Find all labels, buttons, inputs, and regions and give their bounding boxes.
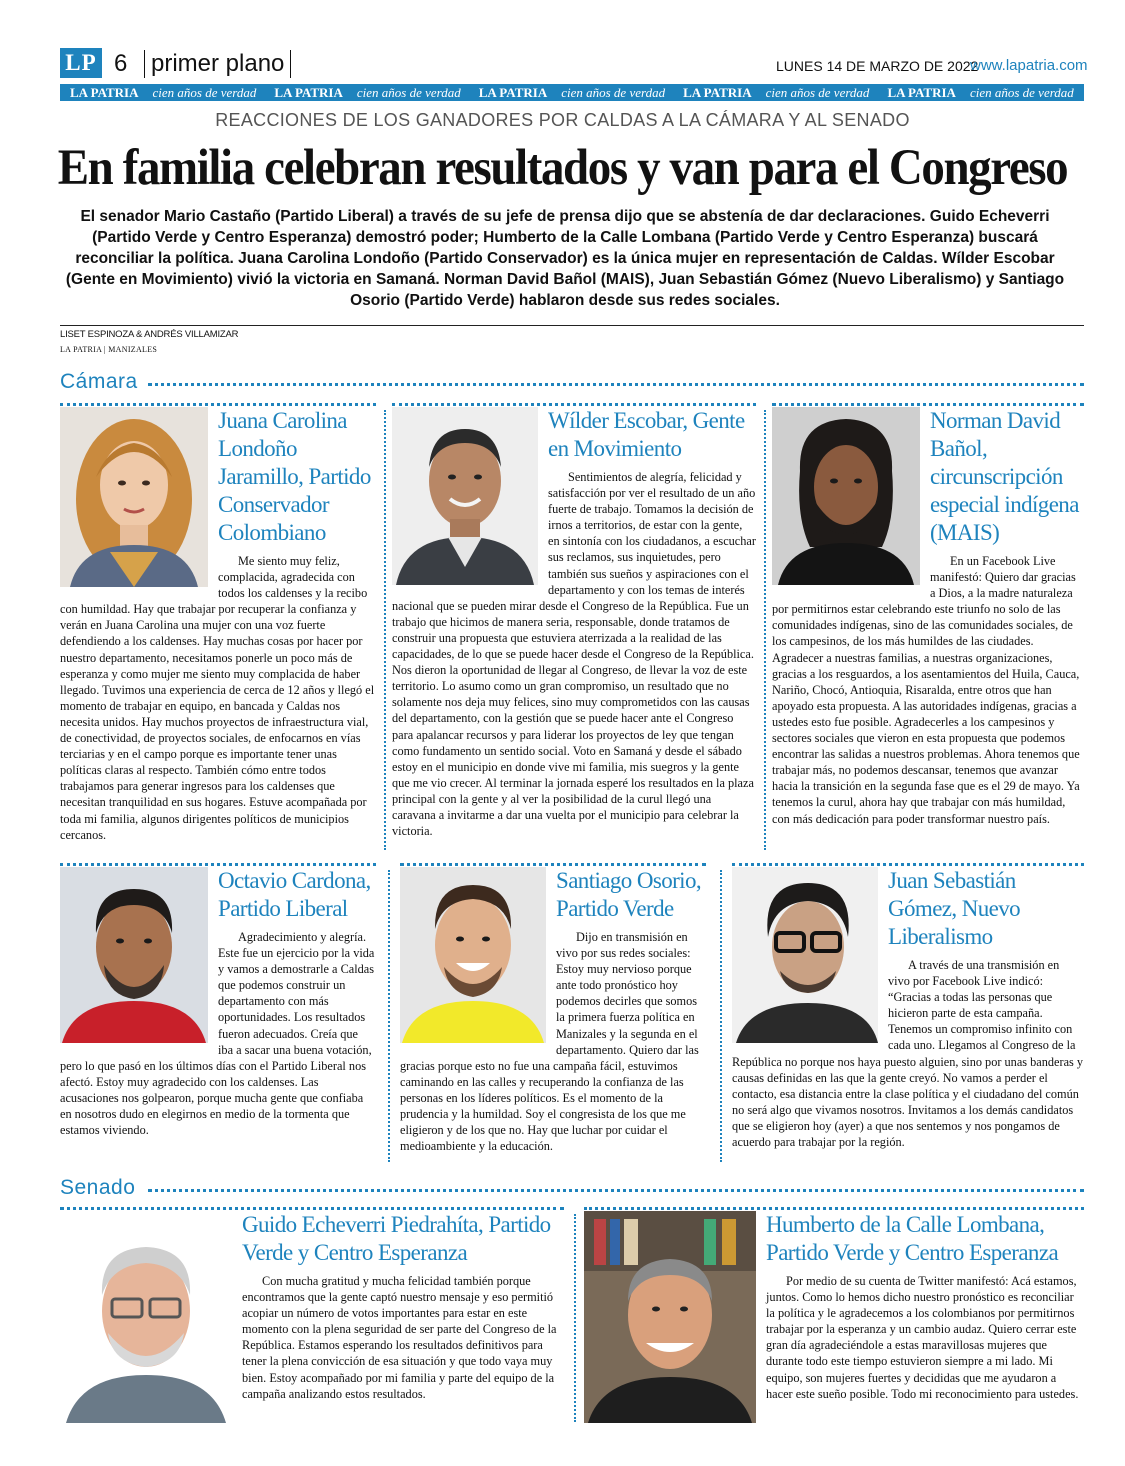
profile-card-humberto — [584, 1211, 1084, 1421]
profile-name: Juan Sebastián Gómez, Nuevo Liberalismo — [888, 868, 1021, 949]
portrait-photo — [392, 407, 538, 585]
strip-brand: LA PATRIA — [70, 85, 139, 100]
article-headline: En familia celebran resultados y van para el Congreso — [57, 140, 1068, 196]
profile-card-juan-sebastian — [732, 867, 1084, 1162]
profile-quote: Me siento muy feliz, complacida, agradecida con todos los caldenses y la recibo con humildad. Hay que trabajar por recuperar la confianza y verán en Juana Carolina una mujer con una voz fuerte defendiendo a los caldenses. Hay muchas cosas por hacer por nuestro departamento, necesitamos ponerle un poco más de esperanza y como mujer me siento muy complacida de haber llegado. Tuvimos una experiencia de cerca de 12 años y llegó el momento de trabajar en equipo, en bancada y Caldas nos necesita unidos. Hay muchos proyectos de infraestructura vial, de conectividad, de proyectos sociales, de enfocarnos en vías terciarias y en el campo porque es importante tener unas políticas claras al respecto. También cómo entre todos trabajamos para generar ingresos para los caldenses que necesitan tranquilidad en sus hogares. Estuve acompañada por toda mi familia, algunos dirigentes políticos de municipios cercanos. — [60, 554, 375, 842]
strip-tagline: cien años de verdad — [561, 85, 666, 100]
section-divider — [148, 1189, 1084, 1192]
card-top-rule — [60, 1207, 564, 1210]
card-top-rule — [400, 863, 706, 866]
profile-quote: Sentimientos de alegría, felicidad y satisfacción por ver el resultado de un año fuerte de trabajo. Tomamos la decisión de irnos a territorios, de estar con la gente, en sintonía con los ciudadanos, a escuchar sus reclamos, sus inquietudes, pero también sus sueños y aspiraciones con el departamento y con los temas de interés nacional que se pueden mirar desde el Congreso de la República. Fue un trabajo que hicimos de manera seria, responsable, donde tratamos de construir una propuesta que estuviera aterrizada a la realidad de las capacidades, de lo que se puede hacer desde el Congreso de la República. Nos dieron la oportunidad de llegar al Congreso, de llevar la voz de este territorio. Lo asumo como un gran compromiso, un resultado que no solamente nos deja muy felices, sino muy comprometidos con las causas del departamento, con la gestión que se puede hacer ante el Congreso para apalancar recursos y para liderar los proyectos de ley que tengan como fundamento un sentido social. Voto en Samaná y desde el sábado estoy en el municipio en donde vive mi familia, mis suegros y la gente que me vio crecer. Al terminar la jornada esperé los resultados en la plaza principal con la gente y al ver la posibilidad de la curul llegó una caravana a invitarme a dar una vuelta por el municipio para celebrar la victoria. — [392, 470, 756, 839]
section-divider — [148, 383, 1084, 386]
column-divider — [764, 410, 766, 850]
card-top-rule — [732, 863, 1084, 866]
strip-brand: LA PATRIA — [274, 85, 343, 100]
profile-name: Humberto de la Calle Lombana, Partido Verde y Centro Esperanza — [766, 1212, 1059, 1265]
profile-name: Octavio Cardona, Partido Liberal — [218, 868, 371, 921]
strip-tagline: cien años de verdad — [969, 85, 1074, 100]
profile-name: Norman David Bañol, circunscripción especial indígena (MAIS) — [930, 408, 1079, 545]
card-top-rule — [60, 863, 376, 866]
profile-card-octavio — [60, 867, 376, 1162]
strip-brand: LA PATRIA — [887, 85, 956, 100]
column-divider — [574, 1214, 576, 1422]
strip-tagline: cien años de verdad — [152, 85, 257, 100]
byline: LISET ESPINOZA & ANDRÉS VILLAMIZAR — [60, 329, 239, 340]
article-lede: El senador Mario Castaño (Partido Liberal) a través de su jefe de prensa dijo que se abstenía de dar declaraciones. Guido Echeverri (Partido Verde y Centro Esperanza) demostró poder; Humberto de la Calle Lombana (Partido Verde y Centro Esperanza) buscará reconciliar la política. Juana Carolina Londoño (Partido Conservador) es la única mujer en representación de Caldas. Wílder Escobar (Gente en Movimiento) vivió la victoria en Samaná. Norman David Bañol (MAIS), Juan Sebastián Gómez (Nuevo Liberalismo) y Santiago Osorio (Partido Verde) hablaron desde sus redes sociales. — [65, 208, 1065, 309]
portrait-photo — [772, 407, 920, 585]
section-header-camara: Cámara — [60, 370, 138, 393]
brand-strip — [60, 84, 1084, 101]
profile-quote: En un Facebook Live manifestó: Quiero dar gracias a Dios, a la madre naturaleza por permitirnos estar celebrando este triunfo no solo de las comunidades indígenas, sino de las comunidades sociales, de los campesinos, de los más humildes de las ciudades. Agradecer a nuestras familias, a nuestras organizaciones, gracias a los resguardos, a los asentamientos del Huila, Cauca, Nariño, Chocó, Antioquia, Risaralda, entre otros que han apoyado esta propuesta. A las autoridades indígenas, gracias a ustedes esto fue posible. Agradecerles a los campesinos y sectores sociales que vieron en esta propuesta que podemos encontrar las salidas a nuestros problemas. Ahora tenemos que trabajar más, no podemos descansar, tenemos que avanzar hacia la transición en la segunda fase que es el 29 de mayo. Ya tenemos la curul, ahora hay que trabajar con más humildad, con más dedicación para poder transformar nuestro país. — [772, 554, 1080, 826]
profile-name: Juana Carolina Londoño Jaramillo, Partido Conservador Colombiano — [218, 408, 371, 545]
man-portrait-icon — [392, 407, 538, 585]
man-portrait-icon — [60, 1211, 232, 1423]
woman-portrait-icon — [60, 407, 208, 587]
portrait-photo — [732, 867, 878, 1043]
profile-quote: Agradecimiento y alegría. Este fue un ejercicio por la vida y vamos a demostrarle a Caldas que podemos construir un departamento con más oportunidades. Los resultados fueron adecuados. Creía que iba a sacar una buena votación, pero lo que pasó en los últimos días con el Partido Liberal nos afectó. Estoy muy agradecido con los caldenses. Las acusaciones nos golpearon, porque mucha gente que confiaba en nosotros dudo en elegirnos en medio de la tormenta que estamos viviendo. — [60, 930, 375, 1138]
section-header-senado: Senado — [60, 1176, 136, 1199]
strip-brand: LA PATRIA — [478, 85, 548, 100]
section-name: primer plano — [144, 50, 291, 78]
card-top-rule — [584, 1207, 1084, 1210]
profile-card-guido — [60, 1211, 564, 1421]
dateline-place: LA PATRIA | MANIZALES — [60, 345, 158, 354]
profile-name: Santiago Osorio, Partido Verde — [556, 868, 701, 921]
column-divider — [384, 410, 386, 850]
card-top-rule — [772, 403, 1084, 406]
profile-name: Wílder Escobar, Gente en Movimiento — [548, 408, 745, 461]
card-top-rule — [60, 403, 376, 406]
profile-card-wilder — [392, 407, 756, 847]
article-kicker: REACCIONES DE LOS GANADORES POR CALDAS A LA CÁMARA Y AL SENADO — [215, 110, 910, 130]
profile-quote: Con mucha gratitud y mucha felicidad también porque encontramos que la gente captó nuestro mensaje y eso permitió acopiar un número de votos importantes para estar en este momento con la plena seguridad de ser parte del Congreso de la República. Estamos esperando los resultados definitivos para tener la plena convicción de esa situación y que todo vaya muy bien. Estoy acompañado por mi familia y parte del equipo de la campaña analizando estos resultados. — [242, 1274, 557, 1401]
page-number: 6 — [114, 50, 128, 77]
man-portrait-icon — [60, 867, 208, 1043]
card-top-rule — [392, 403, 756, 406]
portrait-photo — [60, 867, 208, 1043]
column-divider — [388, 870, 390, 1162]
man-portrait-icon — [772, 407, 920, 585]
profile-card-norman — [772, 407, 1084, 847]
profile-quote: Por medio de su cuenta de Twitter manifestó: Acá estamos, juntos. Como lo hemos dicho nuestro pronóstico es reconciliar la política y le agradecemos a los colombianos por permitirnos trabajar por la esperanza y un cambio audaz. Quiero cerrar este gran día agradeciéndole a estas maravillosas mujeres que durante todo este tiempo estuvieron siempre a mi lado. Mi equipo, son mujeres fuertes y decididas que me ayudaron a hacer este sueño posible. Todo mi reconocimiento para ustedes. — [766, 1274, 1079, 1401]
profile-card-juana — [60, 407, 376, 847]
portrait-photo — [60, 1211, 232, 1423]
divider — [60, 325, 1084, 326]
strip-tagline: cien años de verdad — [765, 85, 870, 100]
profile-quote: Dijo en transmisión en vivo por sus redes sociales: Estoy muy nervioso porque ante todo pronóstico hoy podemos decirles que somos la primera fuerza política en Manizales y la segunda en el departamento. Quiero dar las gracias porque esto no fue una campaña fácil, estuvimos caminando en las calles y recuperando la confianza de las personas en los líderes políticos. Es el momento de la prudencia y la humildad. Soy el congresista de los que me eligieron y de los que no. Hay que luchar por cuidar el medioambiente y la educación. — [400, 930, 699, 1154]
issue-date: LUNES 14 DE MARZO DE 2022 — [776, 58, 979, 74]
portrait-photo — [400, 867, 546, 1043]
website-link[interactable]: www.lapatria.com — [970, 57, 1088, 74]
strip-brand: LA PATRIA — [683, 85, 752, 100]
newspaper-logo: LP — [60, 48, 102, 78]
column-divider — [720, 870, 722, 1162]
man-portrait-icon — [732, 867, 878, 1043]
portrait-photo — [584, 1211, 756, 1423]
profile-card-santiago — [400, 867, 706, 1162]
portrait-photo — [60, 407, 208, 587]
man-portrait-icon — [400, 867, 546, 1043]
profile-name: Guido Echeverri Piedrahíta, Partido Verde y Centro Esperanza — [242, 1212, 551, 1265]
strip-tagline: cien años de verdad — [356, 85, 461, 100]
profile-quote: A través de una transmisión en vivo por Facebook Live indicó: “Gracias a todas las personas que hicieron parte de esta campaña. Tenemos un compromiso infinito con cada uno. Llegamos al Congreso de la República no porque nos haya puesto alguien, sino por unas banderas y causas definidas en las que la gente creyó. No vamos a perder el contacto, esa distancia entre la clase política y el ciudadano del común no será algo que vivamos nosotros. Invitamos a los demás candidatos que se eligieron hoy (ayer) a que nos sentemos y nos pongamos de acuerdo para trabajar por la región. — [732, 958, 1084, 1150]
man-portrait-icon — [584, 1211, 756, 1423]
